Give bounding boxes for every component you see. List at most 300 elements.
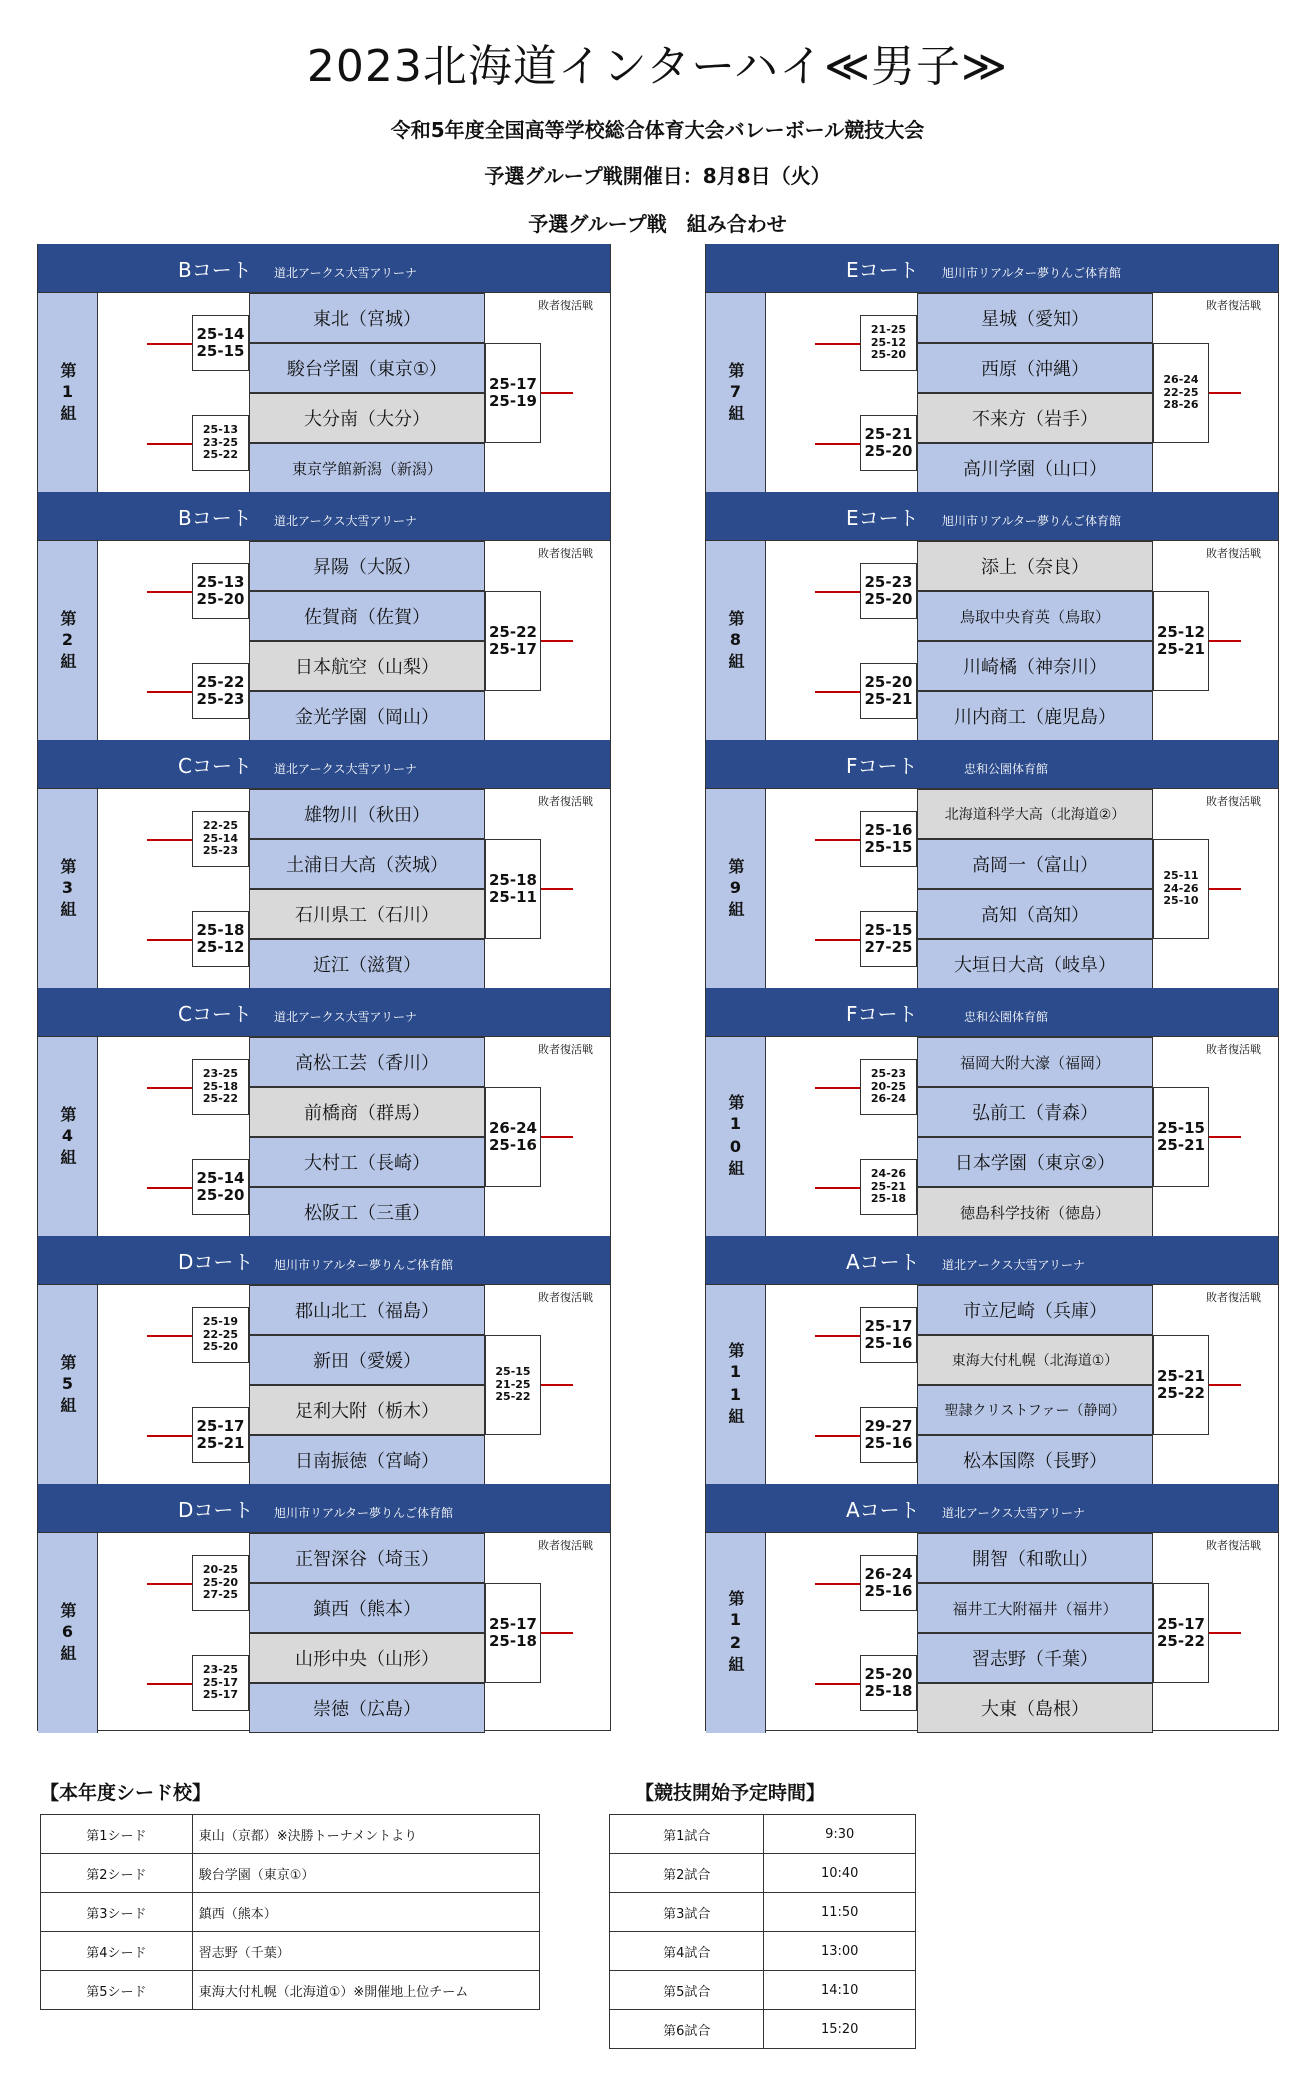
team-cell: 高松工芸（香川）: [249, 1037, 485, 1087]
group-label-text: 第6組: [58, 1601, 77, 1665]
revival-label: 敗者復活戦: [538, 1539, 593, 1552]
team-cell: 前橋商（群馬）: [249, 1087, 485, 1137]
set-score: 23-25: [202, 1663, 239, 1677]
group-header: [38, 492, 610, 540]
score-box: [192, 663, 249, 719]
team-cell: 石川県工（石川）: [249, 889, 485, 939]
set-score: 25-16: [864, 1582, 913, 1600]
group-body: [706, 540, 1278, 740]
date-line: 予選グループ戦開催日：8月8日（火）: [484, 164, 831, 188]
bracket-line: [147, 1335, 192, 1337]
schedule-time: 13:00: [764, 1932, 916, 1971]
set-score: 25-15: [1157, 1118, 1205, 1137]
team-cell: 習志野（千葉）: [917, 1633, 1153, 1683]
venue-name: 旭川市リアルター夢りんご体育館: [274, 1258, 454, 1272]
team-cell: 大分南（大分）: [249, 393, 485, 443]
seed-row: [41, 1854, 540, 1893]
set-score: 25-19: [489, 392, 537, 410]
group-body: [706, 1036, 1278, 1236]
group-label: [706, 293, 766, 493]
set-score: 25-20: [202, 1340, 239, 1354]
team-cell: 日南振徳（宮崎）: [249, 1435, 485, 1485]
set-score: 25-17: [202, 1675, 239, 1689]
seed-school: 習志野（千葉）: [192, 1932, 539, 1971]
group-label: [38, 1285, 98, 1485]
set-score: 25-17: [489, 1614, 537, 1633]
set-score: 25-16: [864, 820, 913, 839]
seed-rank: 第5シード: [41, 1971, 193, 2010]
revival-label: 敗者復活戦: [1206, 1043, 1261, 1056]
schedule-row: [610, 1932, 916, 1971]
score-box: [860, 911, 917, 967]
team-cell: 不来方（岩手）: [917, 393, 1153, 443]
bracket-line: [147, 343, 192, 345]
group-label-text: 第12組: [726, 1590, 745, 1676]
score-box: [192, 1307, 249, 1363]
seed-school: 東山（京都）※決勝トーナメントより: [192, 1815, 539, 1854]
group-label: [706, 1533, 766, 1733]
set-score: 25-20: [196, 590, 245, 608]
team-cell: 大村工（長崎）: [249, 1137, 485, 1187]
group-label-text: 第1組: [58, 361, 77, 425]
set-score: 25-18: [489, 1632, 537, 1650]
group-label: [706, 541, 766, 741]
team-cell: 土浦日大高（茨城）: [249, 839, 485, 889]
page-title: 2023北海道インターハイ≪男子≫: [306, 41, 1009, 92]
seed-rank: 第4シード: [41, 1932, 193, 1971]
court-name: Dコート: [178, 1250, 254, 1274]
group-block: [706, 988, 1278, 1236]
set-score: 25-23: [870, 1067, 907, 1081]
group-header: [38, 1484, 610, 1532]
venue-name: 道北アークス大雪アリーナ: [274, 266, 418, 280]
score-box: [1153, 591, 1209, 691]
seeds-table: [40, 1814, 540, 2010]
set-score: 22-25: [1163, 385, 1199, 399]
bracket-line: [541, 1136, 573, 1138]
team-cell: 崇徳（広島）: [249, 1683, 485, 1733]
team-cell: 川内商工（鹿児島）: [917, 691, 1153, 741]
bracket-line: [147, 691, 192, 693]
set-score: 25-15: [495, 1365, 531, 1379]
group-block: [38, 988, 610, 1236]
schedule-row: [610, 2010, 916, 2049]
bracket-column-right: [705, 244, 1279, 1731]
set-score: 20-25: [202, 1563, 239, 1577]
court-name: Eコート: [846, 506, 919, 530]
group-label: [38, 789, 98, 989]
court-name: Bコート: [178, 258, 252, 282]
revival-label: 敗者復活戦: [538, 795, 593, 808]
set-score: 25-22: [1157, 1384, 1205, 1402]
score-box: [1153, 1087, 1209, 1187]
set-score: 23-25: [202, 435, 239, 449]
set-score: 25-21: [196, 1434, 245, 1452]
group-body: [38, 1532, 610, 1732]
set-score: 21-25: [870, 323, 907, 337]
set-score: 25-20: [202, 1575, 239, 1589]
bracket-line: [541, 888, 573, 890]
bracket-line: [815, 1683, 860, 1685]
set-score: 23-25: [202, 1067, 239, 1081]
team-cell: 駿台学園（東京①）: [249, 343, 485, 393]
team-cell: 徳島科学技術（徳島）: [917, 1187, 1153, 1237]
revival-label: 敗者復活戦: [1206, 795, 1261, 808]
revival-label: 敗者復活戦: [538, 299, 593, 312]
set-score: 25-20: [870, 348, 907, 362]
schedule-time: 14:10: [764, 1971, 916, 2010]
court-name: Aコート: [846, 1250, 920, 1274]
schedule-time: 15:20: [764, 2010, 916, 2049]
score-box: [485, 1087, 541, 1187]
bracket-line: [147, 591, 192, 593]
set-score: 25-22: [202, 448, 239, 462]
bracket-line: [147, 1087, 192, 1089]
revival-label: 敗者復活戦: [538, 1043, 593, 1056]
score-box: [192, 315, 249, 371]
team-cell: 高川学園（山口）: [917, 443, 1153, 493]
team-cell: 添上（奈良）: [917, 541, 1153, 591]
team-cell: 東北（宮城）: [249, 293, 485, 343]
competition-subtitle: 令和5年度全国高等学校総合体育大会バレーボール競技大会: [390, 118, 925, 142]
set-score: 25-18: [489, 870, 537, 889]
score-box: [192, 1555, 249, 1611]
bracket-line: [1209, 888, 1241, 890]
bracket-line: [147, 939, 192, 941]
group-label-text: 第9組: [726, 857, 745, 921]
venue-name: 旭川市リアルター夢りんご体育館: [942, 514, 1122, 528]
set-score: 26-24: [1163, 373, 1199, 387]
bracket-column-left: [37, 244, 611, 1731]
score-box: [860, 1059, 917, 1115]
group-label-text: 第8組: [726, 609, 745, 673]
schedule-row: [610, 1971, 916, 2010]
score-box: [1153, 839, 1209, 939]
team-cell: 高岡一（富山）: [917, 839, 1153, 889]
group-body: [38, 540, 610, 740]
team-cell: 雄物川（秋田）: [249, 789, 485, 839]
set-score: 24-26: [870, 1167, 907, 1181]
set-score: 25-23: [196, 690, 245, 708]
set-score: 24-26: [1163, 881, 1199, 895]
court-name: Bコート: [178, 506, 252, 530]
set-score: 25-13: [196, 572, 245, 591]
score-box: [485, 1335, 541, 1435]
set-score: 25-17: [202, 1688, 239, 1702]
score-box: [860, 1555, 917, 1611]
group-label: [38, 1533, 98, 1733]
schedule-match: 第2試合: [610, 1854, 764, 1893]
set-score: 25-11: [1163, 869, 1199, 883]
group-body: [38, 1284, 610, 1484]
set-score: 21-25: [495, 1377, 531, 1391]
venue-name: 道北アークス大雪アリーナ: [942, 1258, 1086, 1272]
bracket-line: [815, 1583, 860, 1585]
court-name: Fコート: [846, 754, 918, 778]
group-header: [706, 492, 1278, 540]
team-cell: 星城（愛知）: [917, 293, 1153, 343]
schedule-match: 第3試合: [610, 1893, 764, 1932]
bracket-line: [815, 591, 860, 593]
set-score: 25-20: [864, 590, 913, 608]
revival-label: 敗者復活戦: [1206, 1539, 1261, 1552]
team-cell: 山形中央（山形）: [249, 1633, 485, 1683]
team-cell: 近江（滋賀）: [249, 939, 485, 989]
bracket-line: [1209, 1384, 1241, 1386]
set-score: 25-17: [1157, 1614, 1205, 1633]
bracket-line: [1209, 1136, 1241, 1138]
set-score: 25-12: [196, 938, 245, 956]
set-score: 25-14: [202, 831, 239, 845]
team-cell: 日本航空（山梨）: [249, 641, 485, 691]
group-header: [38, 244, 610, 292]
score-box: [485, 839, 541, 939]
seed-row: [41, 1815, 540, 1854]
group-label: [38, 1037, 98, 1237]
seed-row: [41, 1893, 540, 1932]
team-cell: 市立尼崎（兵庫）: [917, 1285, 1153, 1335]
group-header: [706, 988, 1278, 1036]
set-score: 25-21: [1157, 640, 1205, 658]
score-box: [860, 811, 917, 867]
bracket-line: [541, 1632, 573, 1634]
venue-name: 旭川市リアルター夢りんご体育館: [274, 1506, 454, 1520]
venue-name: 忠和公園体育館: [964, 762, 1049, 776]
score-box: [192, 1655, 249, 1711]
set-score: 25-21: [1157, 1366, 1205, 1385]
bracket-line: [815, 839, 860, 841]
set-score: 25-15: [196, 342, 245, 360]
score-box: [860, 1407, 917, 1463]
schedule-time: 11:50: [764, 1893, 916, 1932]
score-box: [1153, 343, 1209, 443]
set-score: 22-25: [202, 819, 239, 833]
schedule-title: 【競技開始予定時間】: [635, 1782, 826, 1804]
set-score: 25-17: [489, 374, 537, 393]
set-score: 25-11: [489, 888, 537, 906]
group-label-text: 第10組: [726, 1094, 745, 1180]
set-score: 29-27: [864, 1416, 913, 1435]
bracket-line: [541, 1384, 573, 1386]
seed-school: 鎮西（熊本）: [192, 1893, 539, 1932]
team-cell: 大垣日大高（岐阜）: [917, 939, 1153, 989]
schedule-match: 第1試合: [610, 1815, 764, 1854]
group-label: [38, 293, 98, 493]
group-block: [38, 1236, 610, 1484]
court-name: Dコート: [178, 1498, 254, 1522]
set-score: 25-17: [489, 640, 537, 658]
team-cell: 聖隷クリストファー（静岡）: [917, 1385, 1153, 1435]
team-cell: 北海道科学大高（北海道②）: [917, 789, 1153, 839]
score-box: [192, 811, 249, 867]
group-block: [706, 740, 1278, 988]
team-cell: 新田（愛媛）: [249, 1335, 485, 1385]
team-cell: 開智（和歌山）: [917, 1533, 1153, 1583]
set-score: 25-22: [489, 622, 537, 641]
group-header: [38, 988, 610, 1036]
set-score: 25-20: [864, 1664, 913, 1683]
revival-label: 敗者復活戦: [538, 547, 593, 560]
set-score: 26-24: [489, 1118, 537, 1137]
set-score: 25-20: [864, 442, 913, 460]
score-box: [1153, 1583, 1209, 1683]
set-score: 25-18: [196, 920, 245, 939]
team-cell: 郡山北工（福島）: [249, 1285, 485, 1335]
schedule-row: [610, 1815, 916, 1854]
score-box: [860, 663, 917, 719]
schedule-time: 9:30: [764, 1815, 916, 1854]
seed-rank: 第1シード: [41, 1815, 193, 1854]
group-label: [706, 1285, 766, 1485]
schedule-row: [610, 1893, 916, 1932]
set-score: 25-23: [202, 844, 239, 858]
group-header: [706, 244, 1278, 292]
bracket-line: [815, 1087, 860, 1089]
group-block: [706, 244, 1278, 492]
group-label: [706, 1037, 766, 1237]
bracket-line: [1209, 1632, 1241, 1634]
set-score: 27-25: [864, 938, 913, 956]
team-cell: 大東（島根）: [917, 1683, 1153, 1733]
team-cell: 鳥取中央育英（鳥取）: [917, 591, 1153, 641]
set-score: 25-22: [202, 1092, 239, 1106]
team-cell: 福岡大附大濠（福岡）: [917, 1037, 1153, 1087]
seeds-title: 【本年度シード校】: [40, 1782, 212, 1804]
group-block: [38, 492, 610, 740]
group-body: [38, 788, 610, 988]
bracket-line: [147, 1435, 192, 1437]
set-score: 22-25: [202, 1327, 239, 1341]
set-score: 25-20: [864, 672, 913, 691]
schedule-table: [609, 1814, 916, 2049]
seed-school: 東海大付札幌（北海道①）※開催地上位チーム: [192, 1971, 539, 2010]
team-cell: 鎮西（熊本）: [249, 1583, 485, 1633]
revival-label: 敗者復活戦: [1206, 1291, 1261, 1304]
set-score: 25-18: [202, 1079, 239, 1093]
team-cell: 松阪工（三重）: [249, 1187, 485, 1237]
team-cell: 昇陽（大阪）: [249, 541, 485, 591]
group-block: [38, 244, 610, 492]
set-score: 25-16: [489, 1136, 537, 1154]
set-score: 25-12: [1157, 622, 1205, 641]
bracket-line: [815, 1335, 860, 1337]
group-label: [38, 541, 98, 741]
bracket-line: [815, 343, 860, 345]
revival-label: 敗者復活戦: [1206, 299, 1261, 312]
group-body: [706, 1284, 1278, 1484]
schedule-time: 10:40: [764, 1854, 916, 1893]
court-name: Cコート: [178, 1002, 252, 1026]
set-score: 25-20: [196, 1186, 245, 1204]
team-cell: 正智深谷（埼玉）: [249, 1533, 485, 1583]
group-label-text: 第4組: [58, 1105, 77, 1169]
group-header: [38, 740, 610, 788]
team-cell: 福井工大附福井（福井）: [917, 1583, 1153, 1633]
schedule-row: [610, 1854, 916, 1893]
set-score: 25-21: [864, 690, 913, 708]
bracket-line: [147, 1583, 192, 1585]
team-cell: 佐賀商（佐賀）: [249, 591, 485, 641]
bracket-line: [1209, 392, 1241, 394]
group-label: [706, 789, 766, 989]
group-body: [38, 292, 610, 492]
score-box: [485, 1583, 541, 1683]
bracket-line: [147, 1683, 192, 1685]
score-box: [192, 1407, 249, 1463]
set-score: 27-25: [202, 1588, 239, 1602]
bracket-line: [147, 839, 192, 841]
group-label-text: 第2組: [58, 609, 77, 673]
group-label-text: 第5組: [58, 1353, 77, 1417]
set-score: 25-10: [1163, 894, 1199, 908]
seed-row: [41, 1971, 540, 2010]
group-body: [706, 788, 1278, 988]
court-name: Eコート: [846, 258, 919, 282]
team-cell: 東海大付札幌（北海道①）: [917, 1335, 1153, 1385]
schedule-match: 第5試合: [610, 1971, 764, 2010]
score-box: [860, 1159, 917, 1215]
team-cell: 川崎橘（神奈川）: [917, 641, 1153, 691]
group-label-text: 第7組: [726, 361, 745, 425]
set-score: 25-18: [864, 1682, 913, 1700]
group-label-text: 第3組: [58, 857, 77, 921]
score-box: [192, 563, 249, 619]
seed-row: [41, 1932, 540, 1971]
revival-label: 敗者復活戦: [1206, 547, 1261, 560]
group-body: [38, 1036, 610, 1236]
group-body: [706, 292, 1278, 492]
score-box: [192, 1059, 249, 1115]
team-cell: 弘前工（青森）: [917, 1087, 1153, 1137]
set-score: 25-12: [870, 335, 907, 349]
set-score: 20-25: [870, 1079, 907, 1093]
bracket-line: [815, 1435, 860, 1437]
court-name: Fコート: [846, 1002, 918, 1026]
bracket-line: [541, 392, 573, 394]
seed-school: 駿台学園（東京①）: [192, 1854, 539, 1893]
bracket-line: [147, 1187, 192, 1189]
team-cell: 足利大附（栃木）: [249, 1385, 485, 1435]
set-score: 25-15: [864, 920, 913, 939]
set-score: 25-22: [196, 672, 245, 691]
seed-rank: 第3シード: [41, 1893, 193, 1932]
team-cell: 西原（沖縄）: [917, 343, 1153, 393]
set-score: 25-22: [1157, 1632, 1205, 1650]
section-title: 予選グループ戦 組み合わせ: [528, 212, 787, 236]
group-block: [706, 1484, 1278, 1732]
score-box: [192, 415, 249, 471]
bracket-line: [815, 691, 860, 693]
score-box: [1153, 1335, 1209, 1435]
set-score: 25-17: [864, 1316, 913, 1335]
group-block: [38, 1484, 610, 1732]
set-score: 28-26: [1163, 398, 1199, 412]
venue-name: 道北アークス大雪アリーナ: [274, 762, 418, 776]
bracket-line: [147, 443, 192, 445]
group-header: [38, 1236, 610, 1284]
score-box: [860, 315, 917, 371]
bracket-line: [815, 443, 860, 445]
team-cell: 松本国際（長野）: [917, 1435, 1153, 1485]
set-score: 25-21: [1157, 1136, 1205, 1154]
court-name: Aコート: [846, 1498, 920, 1522]
venue-name: 道北アークス大雪アリーナ: [274, 1010, 418, 1024]
set-score: 25-16: [864, 1434, 913, 1452]
schedule-match: 第4試合: [610, 1932, 764, 1971]
score-box: [860, 415, 917, 471]
set-score: 25-13: [202, 423, 239, 437]
set-score: 26-24: [864, 1564, 913, 1583]
